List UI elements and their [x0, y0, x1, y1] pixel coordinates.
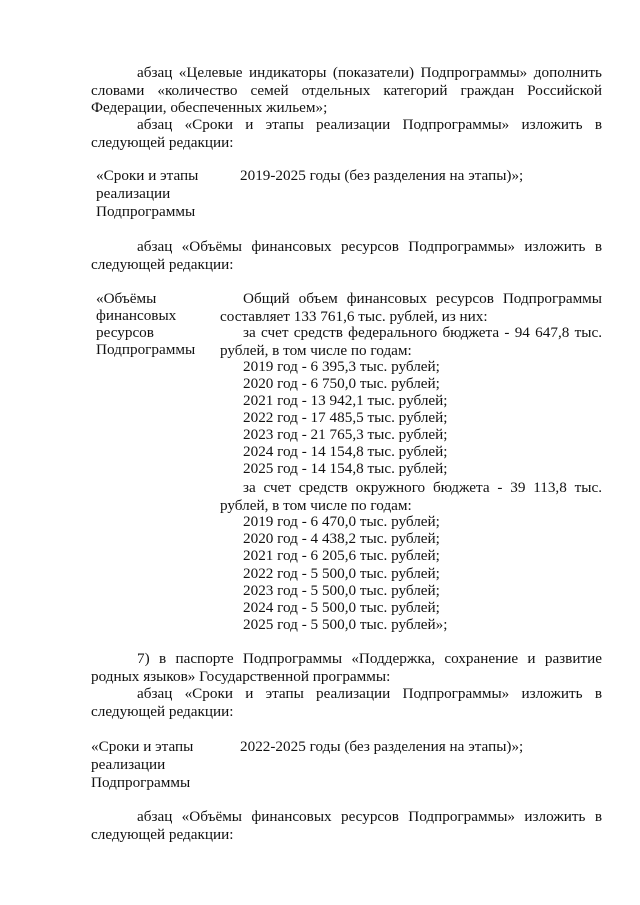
federal-year-row: 2022 год - 17 485,5 тыс. рублей;: [243, 409, 448, 426]
federal-year-row: 2023 год - 21 765,3 тыс. рублей;: [243, 426, 448, 443]
district-year-row: 2022 год - 5 500,0 тыс. рублей;: [243, 565, 440, 582]
paragraph-terms-stages-2: абзац «Сроки и этапы реализации Подпрограммы» изложить в следующей редакции:: [91, 685, 602, 720]
district-year-row: 2024 год - 5 500,0 тыс. рублей;: [243, 599, 440, 616]
federal-year-row: 2019 год - 6 395,3 тыс. рублей;: [243, 358, 440, 375]
terms-label-line-1: «Сроки и этапы: [96, 167, 199, 184]
terms-label-line-2: реализации: [96, 185, 171, 202]
terms2-label-line-2: реализации: [91, 756, 166, 773]
terms2-label-line-1: «Сроки и этапы: [91, 738, 194, 755]
district-year-row: 2021 год - 6 205,6 тыс. рублей;: [243, 547, 440, 564]
financing-label-line-2: финансовых: [96, 307, 177, 324]
paragraph-financing-volume-2: абзац «Объёмы финансовых ресурсов Подпрограммы» изложить в следующей редакции:: [91, 808, 602, 843]
financing-label-line-1: «Объёмы: [96, 290, 157, 307]
terms-label-line-3: Подпрограммы: [96, 203, 196, 220]
terms2-value: 2022-2025 годы (без разделения на этапы)»;: [240, 738, 524, 755]
federal-year-row: 2020 год - 6 750,0 тыс. рублей;: [243, 375, 440, 392]
federal-year-row: 2024 год - 14 154,8 тыс. рублей;: [243, 443, 448, 460]
paragraph-financing-volume: абзац «Объёмы финансовых ресурсов Подпрограммы» изложить в следующей редакции:: [91, 238, 602, 273]
federal-year-row: 2021 год - 13 942,1 тыс. рублей;: [243, 392, 448, 409]
financing-total: Общий объем финансовых ресурсов Подпрограммы составляет 133 761,6 тыс. рублей, из них:: [220, 290, 602, 325]
paragraph-native-languages: 7) в паспорте Подпрограммы «Поддержка, сохранение и развитие родных языков» Государственной программы:: [91, 650, 602, 685]
paragraph-terms-stages: абзац «Сроки и этапы реализации Подпрограммы» изложить в следующей редакции:: [91, 116, 602, 151]
financing-label-line-4: Подпрограммы: [96, 341, 196, 358]
paragraph-target-indicators: абзац «Целевые индикаторы (показатели) Подпрограммы» дополнить словами «количество семей отдельных категорий граждан Российской Федерации, обеспеченных жильем»;: [91, 64, 602, 116]
district-year-row: 2020 год - 4 438,2 тыс. рублей;: [243, 530, 440, 547]
financing-district: за счет средств окружного бюджета - 39 113,8 тыс. рублей, в том числе по годам:: [220, 479, 602, 514]
district-year-row: 2025 год - 5 500,0 тыс. рублей»;: [243, 616, 448, 633]
financing-label-line-3: ресурсов: [96, 324, 154, 341]
district-year-row: 2019 год - 6 470,0 тыс. рублей;: [243, 513, 440, 530]
terms2-label-line-3: Подпрограммы: [91, 774, 191, 791]
terms-value: 2019-2025 годы (без разделения на этапы)»;: [240, 167, 524, 184]
district-year-row: 2023 год - 5 500,0 тыс. рублей;: [243, 582, 440, 599]
federal-year-row: 2025 год - 14 154,8 тыс. рублей;: [243, 460, 448, 477]
financing-federal: за счет средств федерального бюджета - 94 647,8 тыс. рублей, в том числе по годам:: [220, 324, 602, 359]
